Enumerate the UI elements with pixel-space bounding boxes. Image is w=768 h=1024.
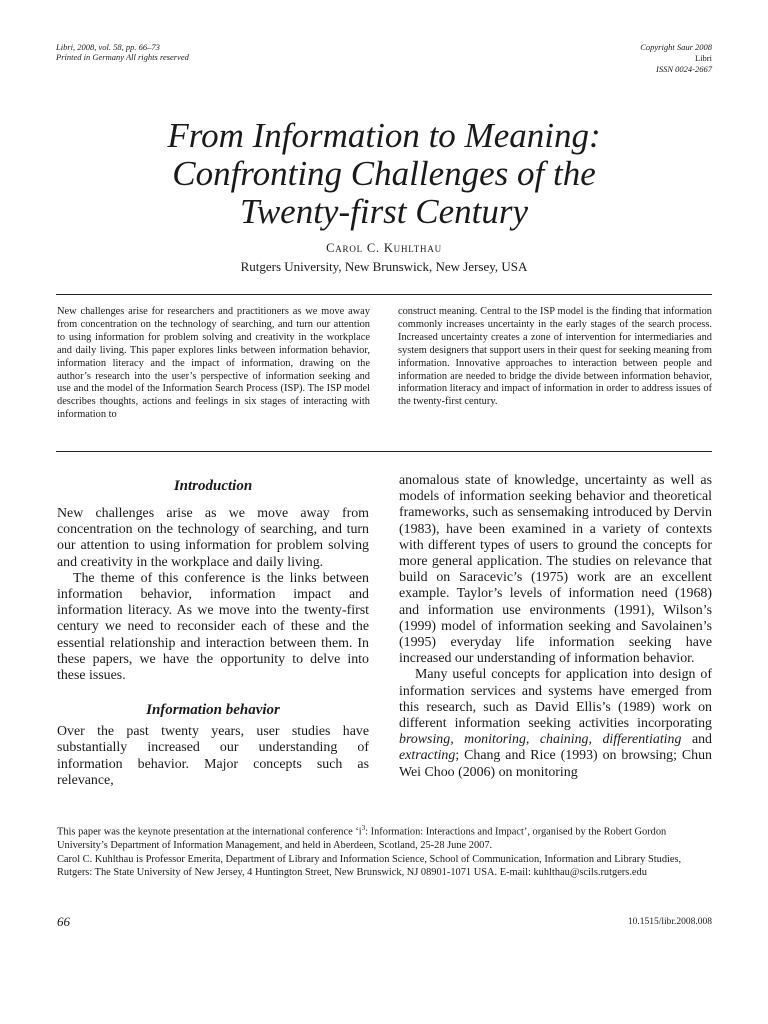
journal-line: Libri, 2008, vol. 58, pp. 66–73 — [56, 42, 160, 52]
printed-line: Printed in Germany All rights reserved — [56, 52, 189, 62]
title-line-3: Twenty-first Century — [239, 192, 529, 231]
page-number: 66 — [57, 914, 70, 929]
copyright-block — [640, 42, 712, 75]
title-line-2: Confronting Challenges of the — [172, 154, 596, 193]
body-left-column — [57, 478, 369, 789]
author-affiliation: Rutgers University, New Brunswick, New Jersey, USA — [240, 259, 528, 274]
paper-title — [56, 117, 712, 231]
doi-label: 10.1515/libr.2008.008 — [627, 917, 712, 927]
author-bio-footnote: Carol C. Kuhlthau is Professor Emerita, Department of Library and Information Science, School of Communication, Information and Library Studies, Rutgers: The State University of New Jersey, 4 Huntington Street, New Brunswick, NJ 08901-1071 USA. E-mail: kuhlthau@scils.rutgers.edu — [57, 854, 682, 879]
information-behavior-heading: Information behavior — [146, 702, 280, 719]
introduction-heading: Introduction — [173, 478, 253, 494]
intro-paragraph-2: The theme of this conference is the links between information behavior, information impact and information literacy. As we move into the twenty-first century we need to reconsider each of these and the essential relationship and interaction between them. In these papers, we have the opportunity to delve into these issues. — [57, 570, 369, 684]
abstract-top-rule — [56, 294, 712, 295]
journal-name: Libri — [695, 53, 712, 63]
intro-paragraph-1: New challenges arise as we move away from concentration on the technology of searching, and turn our attention to using information for problem solving and creativity in the workplace and daily living. — [57, 506, 369, 570]
info-behavior-paragraph-1: Over the past twenty years, user studies have substantially increased our understanding of information behavior. Major concepts such as relevance, — [57, 724, 369, 788]
right-paragraph-1: anomalous state of knowledge, uncertainty as well as models of information seeking behavior and theoretical frameworks, such as sensemaking introduced by Dervin (1983), have been examined in a variety of contexts with different types of users to ground the concepts for more general application. The studies on relevance that build on Saracevic’s (1975) work are an excellent example. Taylor’s levels of information need (1968) and information use environments (1991), Wilson’s (1999) model of information seeking and Savolainen’s (1995) everyday life information seeking have increased our understanding of information behavior. — [399, 473, 712, 667]
right-paragraph-2: Many useful concepts for application into design of information services and systems have emerged from this research, such as David Ellis’s (1989) work on different information seeking activities incorporating browsing, monitoring, chaining, differentiating and extracting; Chang and Rice (1993) on browsing; Chun Wei Choo (2006) on monitoring — [399, 667, 712, 780]
abstract-right-column: construct meaning. Central to the ISP model is the finding that information commonly increases uncertainty in the early stages of the search process. Increased uncertainty creates a zone of intervention for intermediaries and system designers that support users in their quest for seeking meaning from information. Innovative approaches to interaction between people and information are needed to bridge the divide between information behavior, information literacy and impact of information in order to address issues of the twenty-first century. — [398, 306, 712, 408]
abstract-left-column: New challenges arise for researchers and practitioners as we move away from concentration on the technology of searching, and turn our attention to using information for problem solving and creativity in the workplace and daily living. This paper explores links between information behavior, information literacy and the impact of information, drawing on the author’s research into the user’s perspective of information seeking and use and the model of the Information Search Process (ISP). The ISP model describes thoughts, actions and feelings in six stages of interacting with information to — [57, 306, 370, 421]
issn-line: ISSN 0024-2667 — [656, 64, 712, 74]
author-name: Carol C. Kuhlthau — [326, 241, 442, 255]
journal-citation — [56, 42, 189, 62]
activities-emphasis: browsing, monitoring, chaining, differentiating — [399, 732, 682, 748]
keynote-footnote: This paper was the keynote presentation at the international conference ‘$i^3$: Information: Interactions and Impact’, organised by the Robert Gordon University’s Department of Information Management, and held in Aberdeen, Scotland, 25-28 June 2007. — [57, 824, 667, 851]
abstract-bottom-rule — [56, 451, 712, 452]
title-line-1: From Information to Meaning: — [167, 116, 601, 155]
extracting-emphasis: extracting — [399, 748, 456, 764]
copyright-line: Copyright Saur 2008 — [640, 42, 712, 52]
body-right-column — [399, 473, 712, 781]
